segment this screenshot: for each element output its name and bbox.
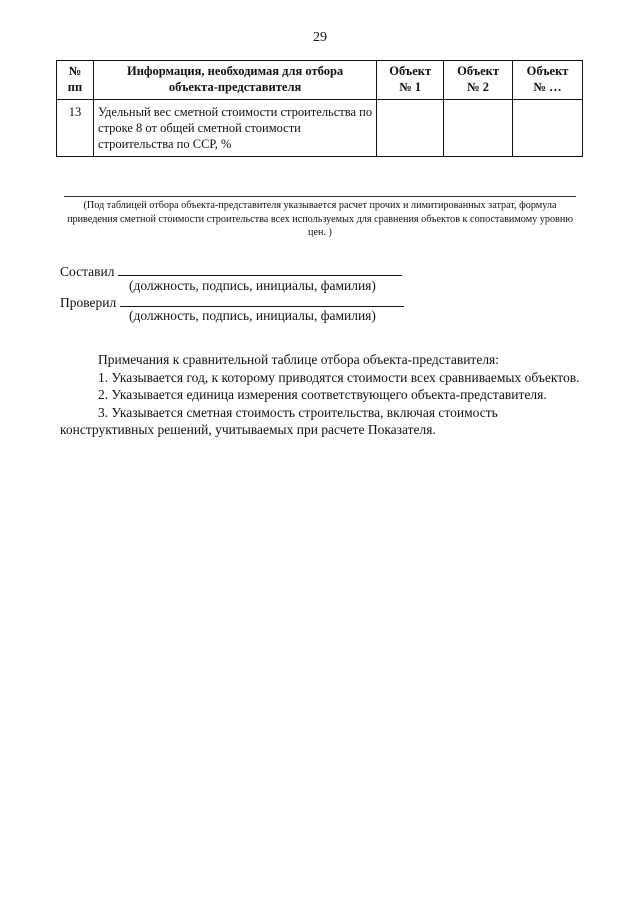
table-header-row — [57, 61, 583, 100]
checked-label: Проверил — [60, 295, 117, 310]
composed-caption: (должность, подпись, инициалы, фамилия) — [129, 278, 376, 293]
notes-item-2: 2. Указывается единица измерения соответствующего объекта-представителя. — [98, 387, 547, 402]
header-info — [93, 61, 376, 100]
composed-label: Составил — [60, 264, 115, 279]
notes-title: Примечания к сравнительной таблице отбора объекта-представителя: — [98, 352, 500, 367]
notes-item-1: 1. Указывается год, к которому приводятся стоимости всех сравниваемых объектов. — [98, 369, 580, 385]
info-table — [56, 60, 583, 157]
header-object-n — [513, 61, 583, 100]
header-object-1-line1: Объект — [389, 64, 432, 78]
header-num-line1: № — [68, 64, 82, 78]
header-object-2-line2: № 2 — [467, 80, 490, 94]
header-num — [57, 61, 94, 100]
row-num-cell: 13 — [57, 100, 94, 157]
notes-section — [60, 351, 585, 439]
header-object-2-line1: Объект — [457, 64, 500, 78]
header-object-2 — [444, 61, 513, 100]
row-object-n-cell — [513, 100, 583, 157]
composed-signature-line — [118, 262, 402, 276]
header-info-line1: Информация, необходимая для отбора — [126, 64, 344, 78]
checked-signature-line — [120, 293, 404, 307]
page-number: 29 — [313, 30, 327, 45]
header-object-1-line2: № 1 — [399, 80, 422, 94]
row-object-2-cell — [444, 100, 513, 157]
header-info-line2: объекта-представителя — [168, 80, 302, 94]
row-info-cell: Удельный вес сметной стоимости строительства по строке 8 от общей сметной стоимости строительства по ССР, % — [93, 100, 376, 157]
table-row — [57, 100, 583, 157]
header-object-n-line1: Объект — [526, 64, 569, 78]
notes-item-3: 3. Указывается сметная стоимость строительства, включая стоимость конструктивных решений, учитываемых при расчете Показателя. — [60, 404, 498, 437]
header-num-line2: пп — [67, 80, 83, 94]
table-footnote: (Под таблицей отбора объекта-представителя указывается расчет прочих и лимитированных затрат, формула приведения сметной стоимости строительства всех используемых для сравнения объектов к сопоставимому уровню цен. ) — [67, 200, 573, 238]
header-object-n-line2: № … — [533, 80, 562, 94]
header-object-1 — [377, 61, 444, 100]
row-object-1-cell — [377, 100, 444, 157]
checked-caption: (должность, подпись, инициалы, фамилия) — [129, 308, 376, 323]
divider-line — [64, 196, 576, 197]
